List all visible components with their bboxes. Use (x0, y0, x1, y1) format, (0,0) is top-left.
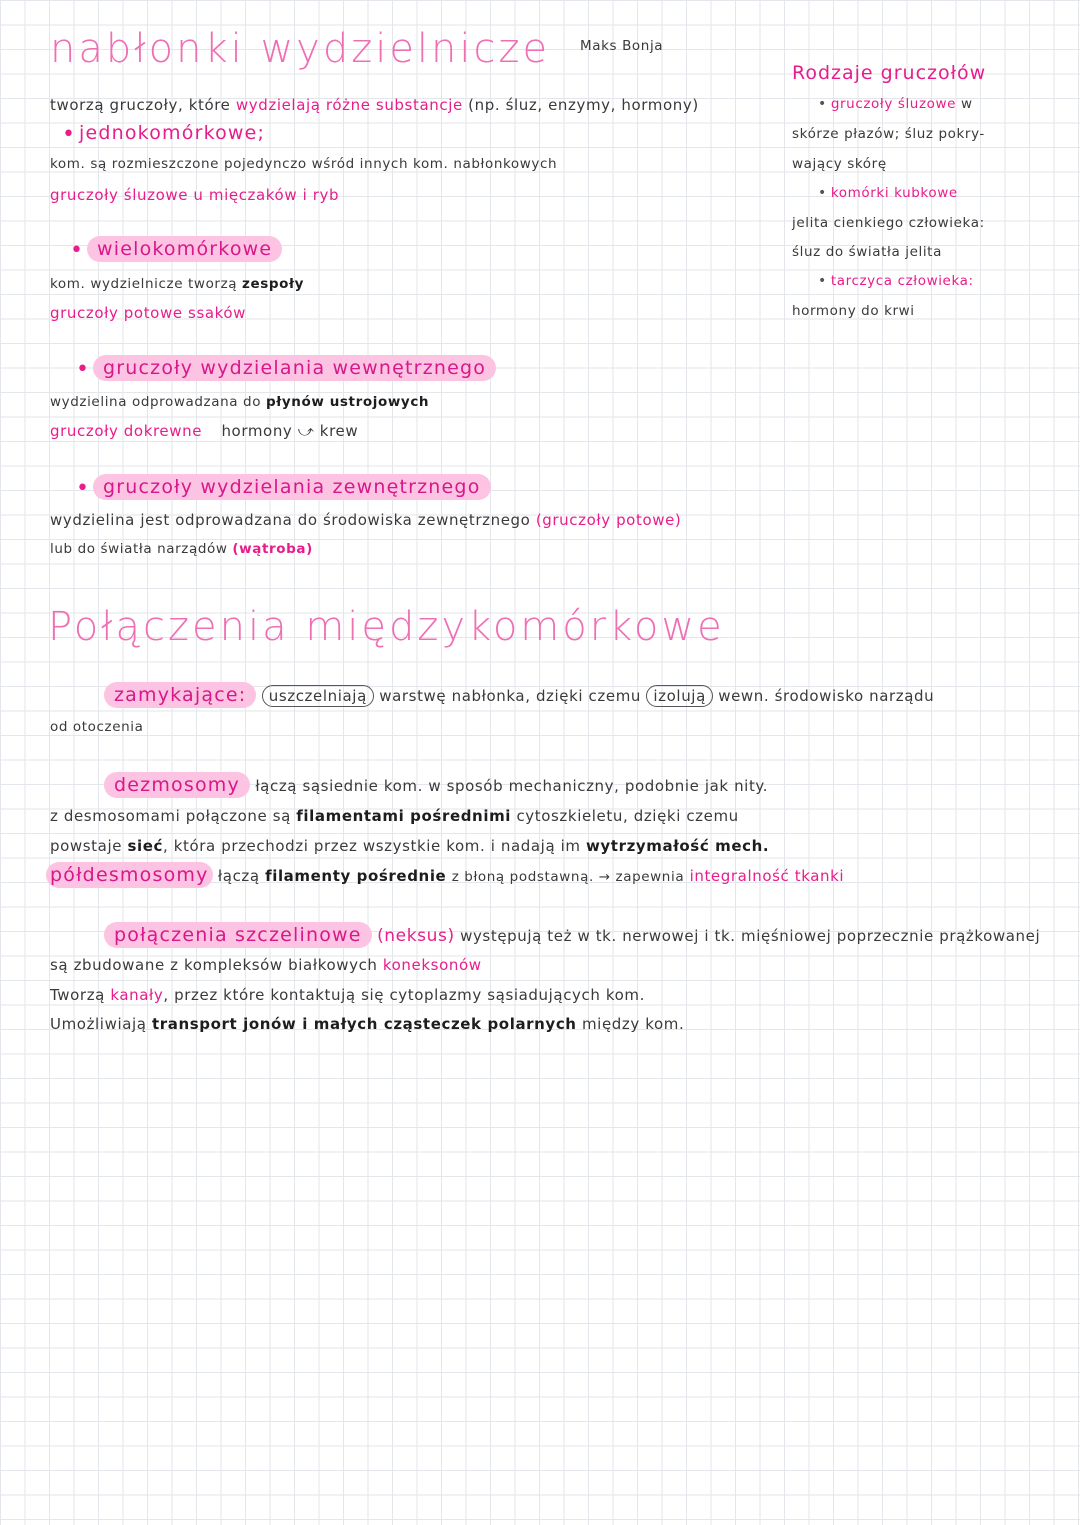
poldesmosomy-label: półdesmosomy (46, 862, 213, 888)
item3-desc: wydzielina odprowadzana do płynów ustrojowych (50, 394, 430, 410)
item1-heading: • jednokomórkowe; (62, 122, 266, 147)
dezmosomy-line: dezmosomy łączą sąsiednie kom. w sposób mechaniczny, podobnie jak nity. (104, 774, 768, 796)
sidebar-line-7: • tarczyca człowieka: (818, 273, 974, 289)
szczelinowe-label: połączenia szczelinowe (104, 922, 372, 948)
section1-title: nabłonki wydzielnicze (50, 26, 551, 72)
item3-example: gruczoły dokrewne hormony ⤻ krew (50, 422, 359, 440)
dezmosomy-line-2: z desmosomami połączone są filamentami pośrednimi cytoszkieletu, dzięki czemu (50, 807, 739, 825)
sidebar-line-2: skórze płazów; śluz pokry- (792, 126, 985, 142)
item4-heading: • gruczoły wydzielania zewnętrznego (76, 476, 491, 501)
intro-line: tworzą gruczoły, które wydzielają różne substancje (np. śluz, enzymy, hormony) (50, 96, 699, 114)
bullet-icon: • (76, 357, 89, 382)
sidebar-title: Rodzaje gruczołów (792, 62, 987, 84)
sidebar-line-8: hormony do krwi (792, 303, 915, 319)
bullet-icon: • (818, 273, 827, 289)
author-name: Maks Bonja (580, 38, 664, 54)
szczelinowe-line-4: Umożliwiają transport jonów i małych cząsteczek polarnych między kom. (50, 1015, 685, 1033)
item2-heading: • wielokomórkowe (70, 238, 282, 263)
zamykajace-label: zamykające: (104, 682, 256, 708)
sidebar-line-4: • komórki kubkowe (818, 185, 958, 201)
item1-desc: kom. są rozmieszczone pojedynczo wśród innych kom. nabłonkowych (50, 156, 558, 172)
item1-example: gruczoły śluzowe u mięczaków i ryb (50, 186, 340, 204)
szczelinowe-line-3: Tworzą kanały, przez które kontaktują się cytoplazmy sąsiadujących kom. (50, 986, 645, 1004)
bullet-icon: • (818, 96, 827, 112)
section2-title: Połączenia międzykomórkowe (48, 604, 725, 650)
bullet-icon: • (818, 185, 827, 201)
zamykajace-cont: od otoczenia (50, 719, 144, 735)
item2-example: gruczoły potowe ssaków (50, 304, 247, 322)
sidebar-line-3: wający skórę (792, 156, 887, 172)
arrow-icon: ⤻ (297, 422, 315, 440)
szczelinowe-line-2: są zbudowane z kompleksów białkowych koneksonów (50, 956, 482, 974)
dezmosomy-line-3: powstaje sieć, która przechodzi przez wszystkie kom. i nadają im wytrzymałość mech. (50, 837, 770, 855)
dezmosomy-label: dezmosomy (104, 772, 250, 798)
sidebar-line-1: • gruczoły śluzowe w (818, 96, 973, 112)
bullet-icon: • (76, 476, 89, 501)
sidebar-line-6: śluz do światła jelita (792, 244, 942, 260)
item3-heading: • gruczoły wydzielania wewnętrznego (76, 357, 496, 382)
item4-desc2: lub do światła narządów (wątroba) (50, 541, 313, 557)
szczelinowe-line: połączenia szczelinowe (neksus) występują też w tk. nerwowej i tk. mięśniowej poprzecznie prążkowanej (104, 924, 1040, 946)
sidebar-line-5: jelita cienkiego człowieka: (792, 215, 985, 231)
item4-desc1: wydzielina jest odprowadzana do środowiska zewnętrznego (gruczoły potowe) (50, 511, 682, 529)
bullet-icon: • (70, 238, 83, 263)
zamykajace-line: zamykające: uszczelniają warstwę nabłonka, dzięki czemu izolują wewn. środowisko narządu (104, 684, 934, 706)
bullet-icon: • (62, 122, 75, 147)
item2-desc: kom. wydzielnicze tworzą zespoły (50, 276, 305, 292)
poldesmosomy-line: półdesmosomy łączą filamenty pośrednie z błoną podstawną. → zapewnia integralność tkanki (46, 864, 844, 886)
